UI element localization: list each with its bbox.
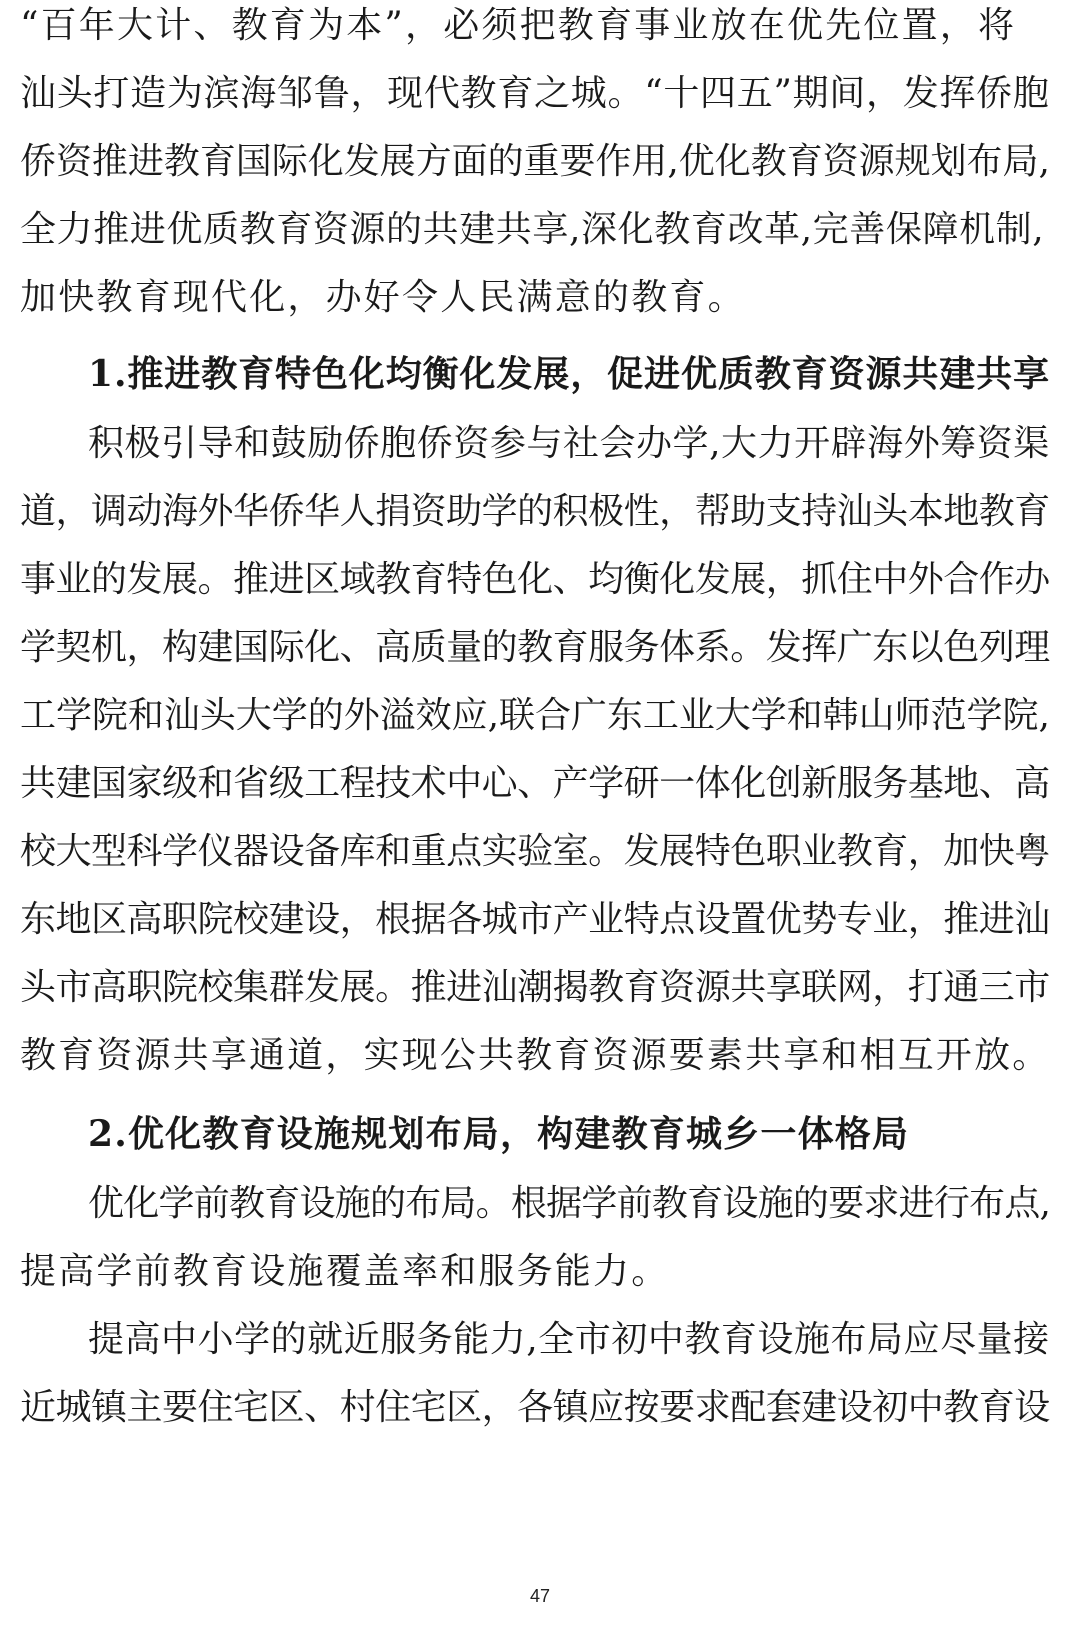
section-heading-2: 2.优化教育设施规划布局，构建教育城乡一体格局 [88,1113,910,1155]
text-line-8: 道，调动海外华侨华人捐资助学的积极性，帮助支持汕头本地教育 [20,491,1050,532]
page-number: 47 [529,1586,551,1606]
text-line-1: “百年大计、教育为本”，必须把教育事业放在优先位置，将 [20,5,1017,46]
text-line-2: 汕头打造为滨海邹鲁，现代教育之城。“十四五”期间，发挥侨胞 [20,73,1050,114]
text-line-4: 全力推进优质教育资源的共建共享,深化教育改革,完善保障机制, [20,209,1045,250]
text-line-19: 提高学前教育设施覆盖率和服务能力。 [20,1251,670,1292]
text-line-7: 积极引导和鼓励侨胞侨资参与社会办学,大力开辟海外筹资渠 [88,423,1050,464]
text-line-9: 事业的发展。推进区域教育特色化、均衡化发展，抓住中外合作办 [20,559,1050,600]
text-line-13: 校大型科学仪器设备库和重点实验室。发展特色职业教育，加快粤 [20,831,1050,872]
text-line-3: 侨资推进教育国际化发展方面的重要作用,优化教育资源规划布局, [20,141,1050,182]
text-line-16: 教育资源共享通道，实现公共教育资源要素共享和相互开放。 [20,1035,1051,1076]
text-line-21: 近城镇主要住宅区、村住宅区，各镇应按要求配套建设初中教育设 [20,1387,1050,1428]
section-heading-1: 1.推进教育特色化均衡化发展，促进优质教育资源共建共享 [88,353,1050,395]
text-line-20: 提高中小学的就近服务能力,全市初中教育设施布局应尽量接 [88,1319,1050,1360]
text-line-15: 头市高职院校集群发展。推进汕潮揭教育资源共享联网，打通三市 [20,967,1050,1008]
text-line-10: 学契机，构建国际化、高质量的教育服务体系。发挥广东以色列理 [20,627,1050,668]
text-line-18: 优化学前教育设施的布局。根据学前教育设施的要求进行布点, [88,1183,1051,1224]
text-line-14: 东地区高职院校建设，根据各城市产业特点设置优势专业，推进汕 [20,899,1050,940]
text-line-12: 共建国家级和省级工程技术中心、产学研一体化创新服务基地、高 [20,763,1050,804]
text-line-11: 工学院和汕头大学的外溢效应,联合广东工业大学和韩山师范学院, [20,695,1050,736]
text-line-5: 加快教育现代化，办好令人民满意的教育。 [20,277,746,318]
